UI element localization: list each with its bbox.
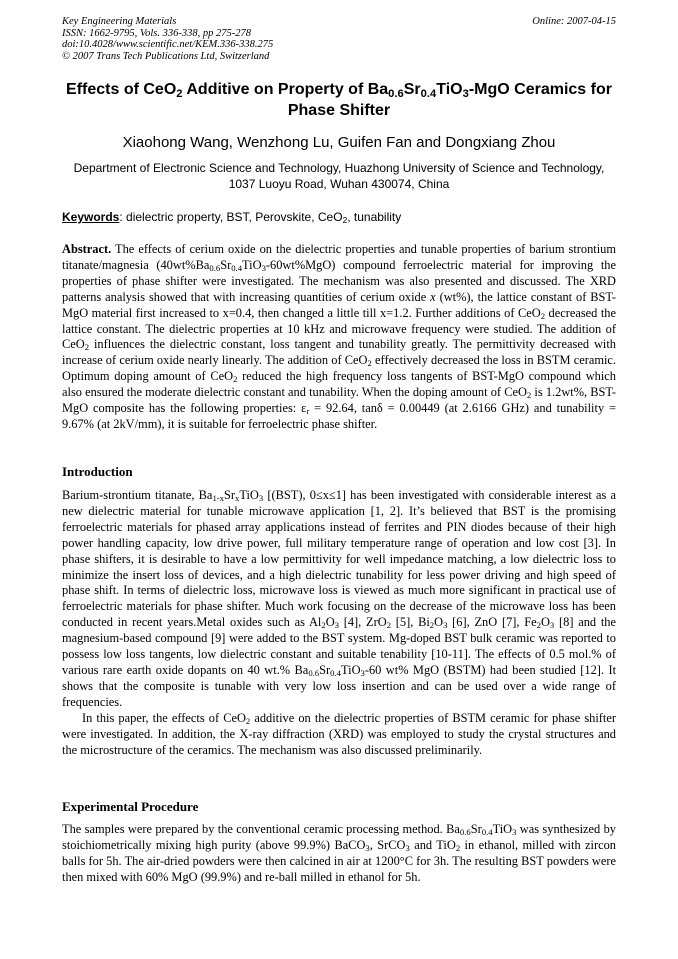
section-heading-introduction: Introduction <box>62 464 133 479</box>
journal-header <box>62 16 273 62</box>
abstract: Abstract. The effects of cerium oxide on the dielectric properties and tunable properties of barium strontium titanate/magnesia $(40wt\%Ba_{0.6}Sr_{0.4}TiO_3-60wt\%MgO)$ compound ferroelectric material for improving the properties of phase shifter were investigated. The mechanism was also presented and discussed. The XRD patterns analysis showed that with increasing quantities of cerium oxide x (wt%), the lattice constant of BST-MgO material first increased to x=0.4, then changed a little till x=1.2. Further additions of CeO$_2$ decreased the lattice constant. The dielectric properties at 10 kHz and microwave frequency were studied. The addition of CeO$_2$ influences the dielectric constant, loss tangent and tunability greatly. The permittivity decreased with increase of cerium oxide nearly linearly. The addition of CeO$_2$ effectively decreased the loss in BSTM ceramic. Optimum doping amount of CeO$_2$ reduced the high frequency loss tangents of BST-MgO compound which also ensured the moderate dielectric constant and tunability. When the doping amount of CeO$_2$ is 1.2wt%, BST-MgO composite has the following properties: $\varepsilon_r = 92.64$, tanδ = 0.00449 (at 2.6166 GHz) and tunability = 9.67% (at 2kV/mm), it is suitable for ferroelectric phase shifter. <box>62 242 617 431</box>
affiliation-line: 1037 Luoyu Road, Wuhan 430074, China <box>228 176 450 191</box>
author-list: Xiaohong Wang, Wenzhong Lu, Guifen Fan and Dongxiang Zhou <box>122 134 556 151</box>
keywords: Keywords: dielectric property, BST, Perovskite, CeO$_2$, tunability <box>62 210 402 226</box>
affiliation-line: Department of Electronic Science and Technology, Huazhong University of Science and Technology, <box>73 161 605 175</box>
journal-doi[interactable]: doi:10.4028/www.scientific.net/KEM.336-338.275 <box>62 39 274 50</box>
introduction-body <box>62 488 616 758</box>
paragraph: In this paper, the effects of CeO$_2$ additive on the dielectric properties of BSTM ceramic for phase shifter were investigated. In addition, the X-ray diffraction (XRD) was employed to study the crystal structures and the microstructure of the ceramics. The mechanism was also discussed preliminarily. <box>62 710 616 757</box>
affiliation <box>62 161 616 192</box>
paragraph: The samples were prepared by the conventional ceramic processing method. $Ba_{0.6}Sr_{0.4}TiO_3$ was synthesized by stoichiometrically mixing high purity (above 99.9%) BaCO$_3$, SrCO$_3$ and TiO$_2$ in ethanol, milled with zircon balls for 5h. The air-dried powders were then calcined in air at 1200°C for 3h. The resulting BST powders were then mixed with 60% MgO (99.9%) and re-ball milled in ethanol for 5h. <box>62 822 616 884</box>
journal-issn: ISSN: 1662-9795, Vols. 336-338, pp 275-278 <box>62 27 251 39</box>
section-heading-experimental: Experimental Procedure <box>62 799 199 814</box>
journal-copyright: © 2007 Trans Tech Publications Ltd, Switzerland <box>62 50 270 62</box>
abstract-label: Abstract. <box>62 242 112 256</box>
paper-title: Effects of CeO$_2$ Additive on Property of $Ba_{0.6}Sr_{0.4}TiO_3$-MgO Ceramics for Phase Shifter <box>66 81 612 119</box>
experimental-body <box>62 822 616 886</box>
keywords-label: Keywords <box>62 210 120 224</box>
journal-name: Key Engineering Materials <box>62 16 177 27</box>
online-date: Online: 2007-04-15 <box>532 16 616 27</box>
paragraph: Barium-strontium titanate, $Ba_{1-x}Sr_xTiO_3$ [(BST), 0≤x≤1] has been investigated with considerable interest as a new dielectric material for tunable microwave application [1, 2]. It’s believed that BST is the promising ferroelectric materials for phased array applications instead of ferrites and PIN diodes because of their high power handling capacity, low drive power, full military temperature range of operation and low cost [3]. In phase shifters, it is desirable to have a low permittivity for well impedance matching, a low dielectric loss to minimize the insert loss of devices, and a high dielectric tunability for less power driving and high speed of phase shift. In terms of dielectric loss, microwave loss is viewed as much more significant in practical use of ferroelectric materials for phase shifter. Much work focusing on the decrease of the microwave loss has been conducted in recent years.Metal oxides such as $Al_2O_3$ [4], ZrO$_2$ [5], $Bi_2O_3$ [6], ZnO [7], $Fe_2O_3$ [8] and the magnesium-based compound [9] were added to the BST system. Mg-doped BST bulk ceramic was reported to possess low loss tangents, low dielectric constant and suitable tenability [10-11]. The effects of 0.5 mol.% of various rare earth oxide dopants on 40 wt.% $Ba_{0.6}Sr_{0.4}TiO_3-60$ wt% MgO (BSTM) had been studied [12]. It shows that the composite is tunable with very low loss insertion and can be used over a wide range of frequencies. <box>62 488 617 709</box>
